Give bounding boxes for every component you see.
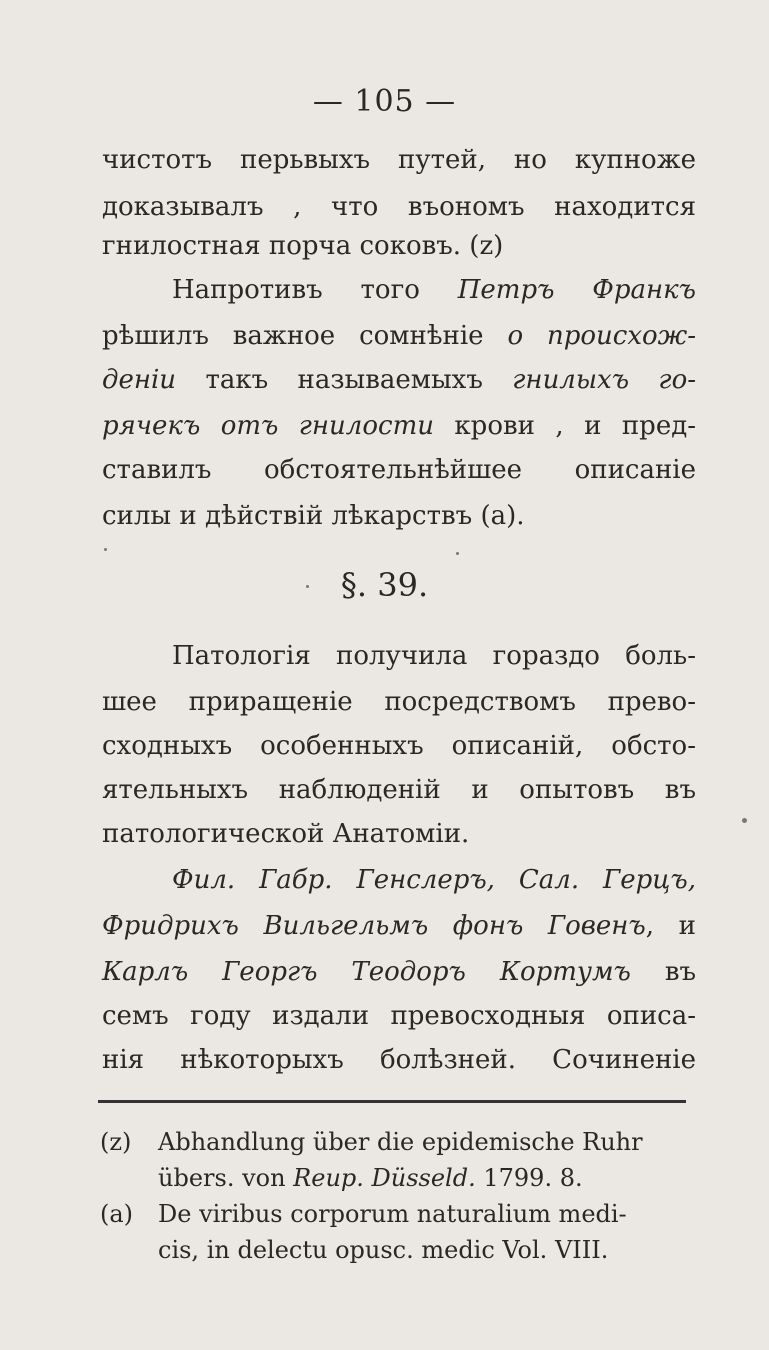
- text-line: Напротивъ того Петръ Франкъ: [172, 275, 696, 305]
- text-line: ятельныхъ наблюденій и опытовъ въ: [102, 775, 696, 805]
- text-line: доказывалъ , что въономъ находится: [102, 192, 696, 222]
- text-line: ставилъ обстоятельнѣйшее описаніе: [102, 455, 696, 485]
- footnote-text: Abhandlung über die epidemische Ruhr: [158, 1128, 643, 1156]
- footnote-text: cis, in delectu opusc. medic Vol. VIII.: [158, 1236, 609, 1264]
- text-line: Патологія получила гораздо боль-: [172, 641, 696, 671]
- text-line: Фридрихъ Вильгельмъ фонъ Говенъ, и: [102, 911, 697, 941]
- text-line: рячекъ отъ гнилости крови , и пред-: [102, 411, 697, 441]
- text-line: шее приращеніе посредствомъ прево-: [102, 687, 696, 717]
- paper-speck: [742, 818, 747, 823]
- footnote-mark: (a): [100, 1200, 134, 1228]
- text-line: деніи такъ называемыхъ гнилыхъ го-: [102, 365, 697, 395]
- text-line: семъ году издали превосходныя описа-: [102, 1001, 696, 1031]
- text-line: патологической Анатоміи.: [102, 819, 470, 849]
- footnote-text: übers. von Reup. Düsseld. 1799. 8.: [158, 1164, 583, 1192]
- paper-speck: [306, 585, 309, 588]
- footnote-divider: [98, 1100, 686, 1103]
- section-heading: §. 39.: [340, 566, 429, 604]
- text-line: чистотъ перьвыхъ путей, но купноже: [102, 145, 696, 175]
- page-number: — 105 —: [312, 84, 457, 119]
- text-line: силы и дѣйствій лѣкарствъ (а).: [102, 501, 525, 531]
- paper-speck: [456, 552, 459, 555]
- footnote-mark: (z): [100, 1128, 132, 1156]
- footnote-a: [100, 1196, 700, 1268]
- footnote-text: De viribus corporum naturalium medi-: [158, 1200, 627, 1228]
- text-line: Фил. Габр. Генслеръ, Сал. Герцъ,: [172, 865, 696, 895]
- text-line: Карлъ Георгъ Теодоръ Кортумъ въ: [102, 957, 696, 987]
- paper-speck: [104, 548, 107, 551]
- text-line: нія нѣкоторыхъ болѣзней. Сочиненіе: [102, 1045, 696, 1075]
- text-line: сходныхъ особенныхъ описаній, обсто-: [102, 731, 696, 761]
- text-line: гнилостная порча соковъ. (z): [102, 231, 504, 261]
- footnote-z: [100, 1124, 700, 1196]
- text-line: рѣшилъ важное сомнѣніе о происхож-: [102, 321, 696, 351]
